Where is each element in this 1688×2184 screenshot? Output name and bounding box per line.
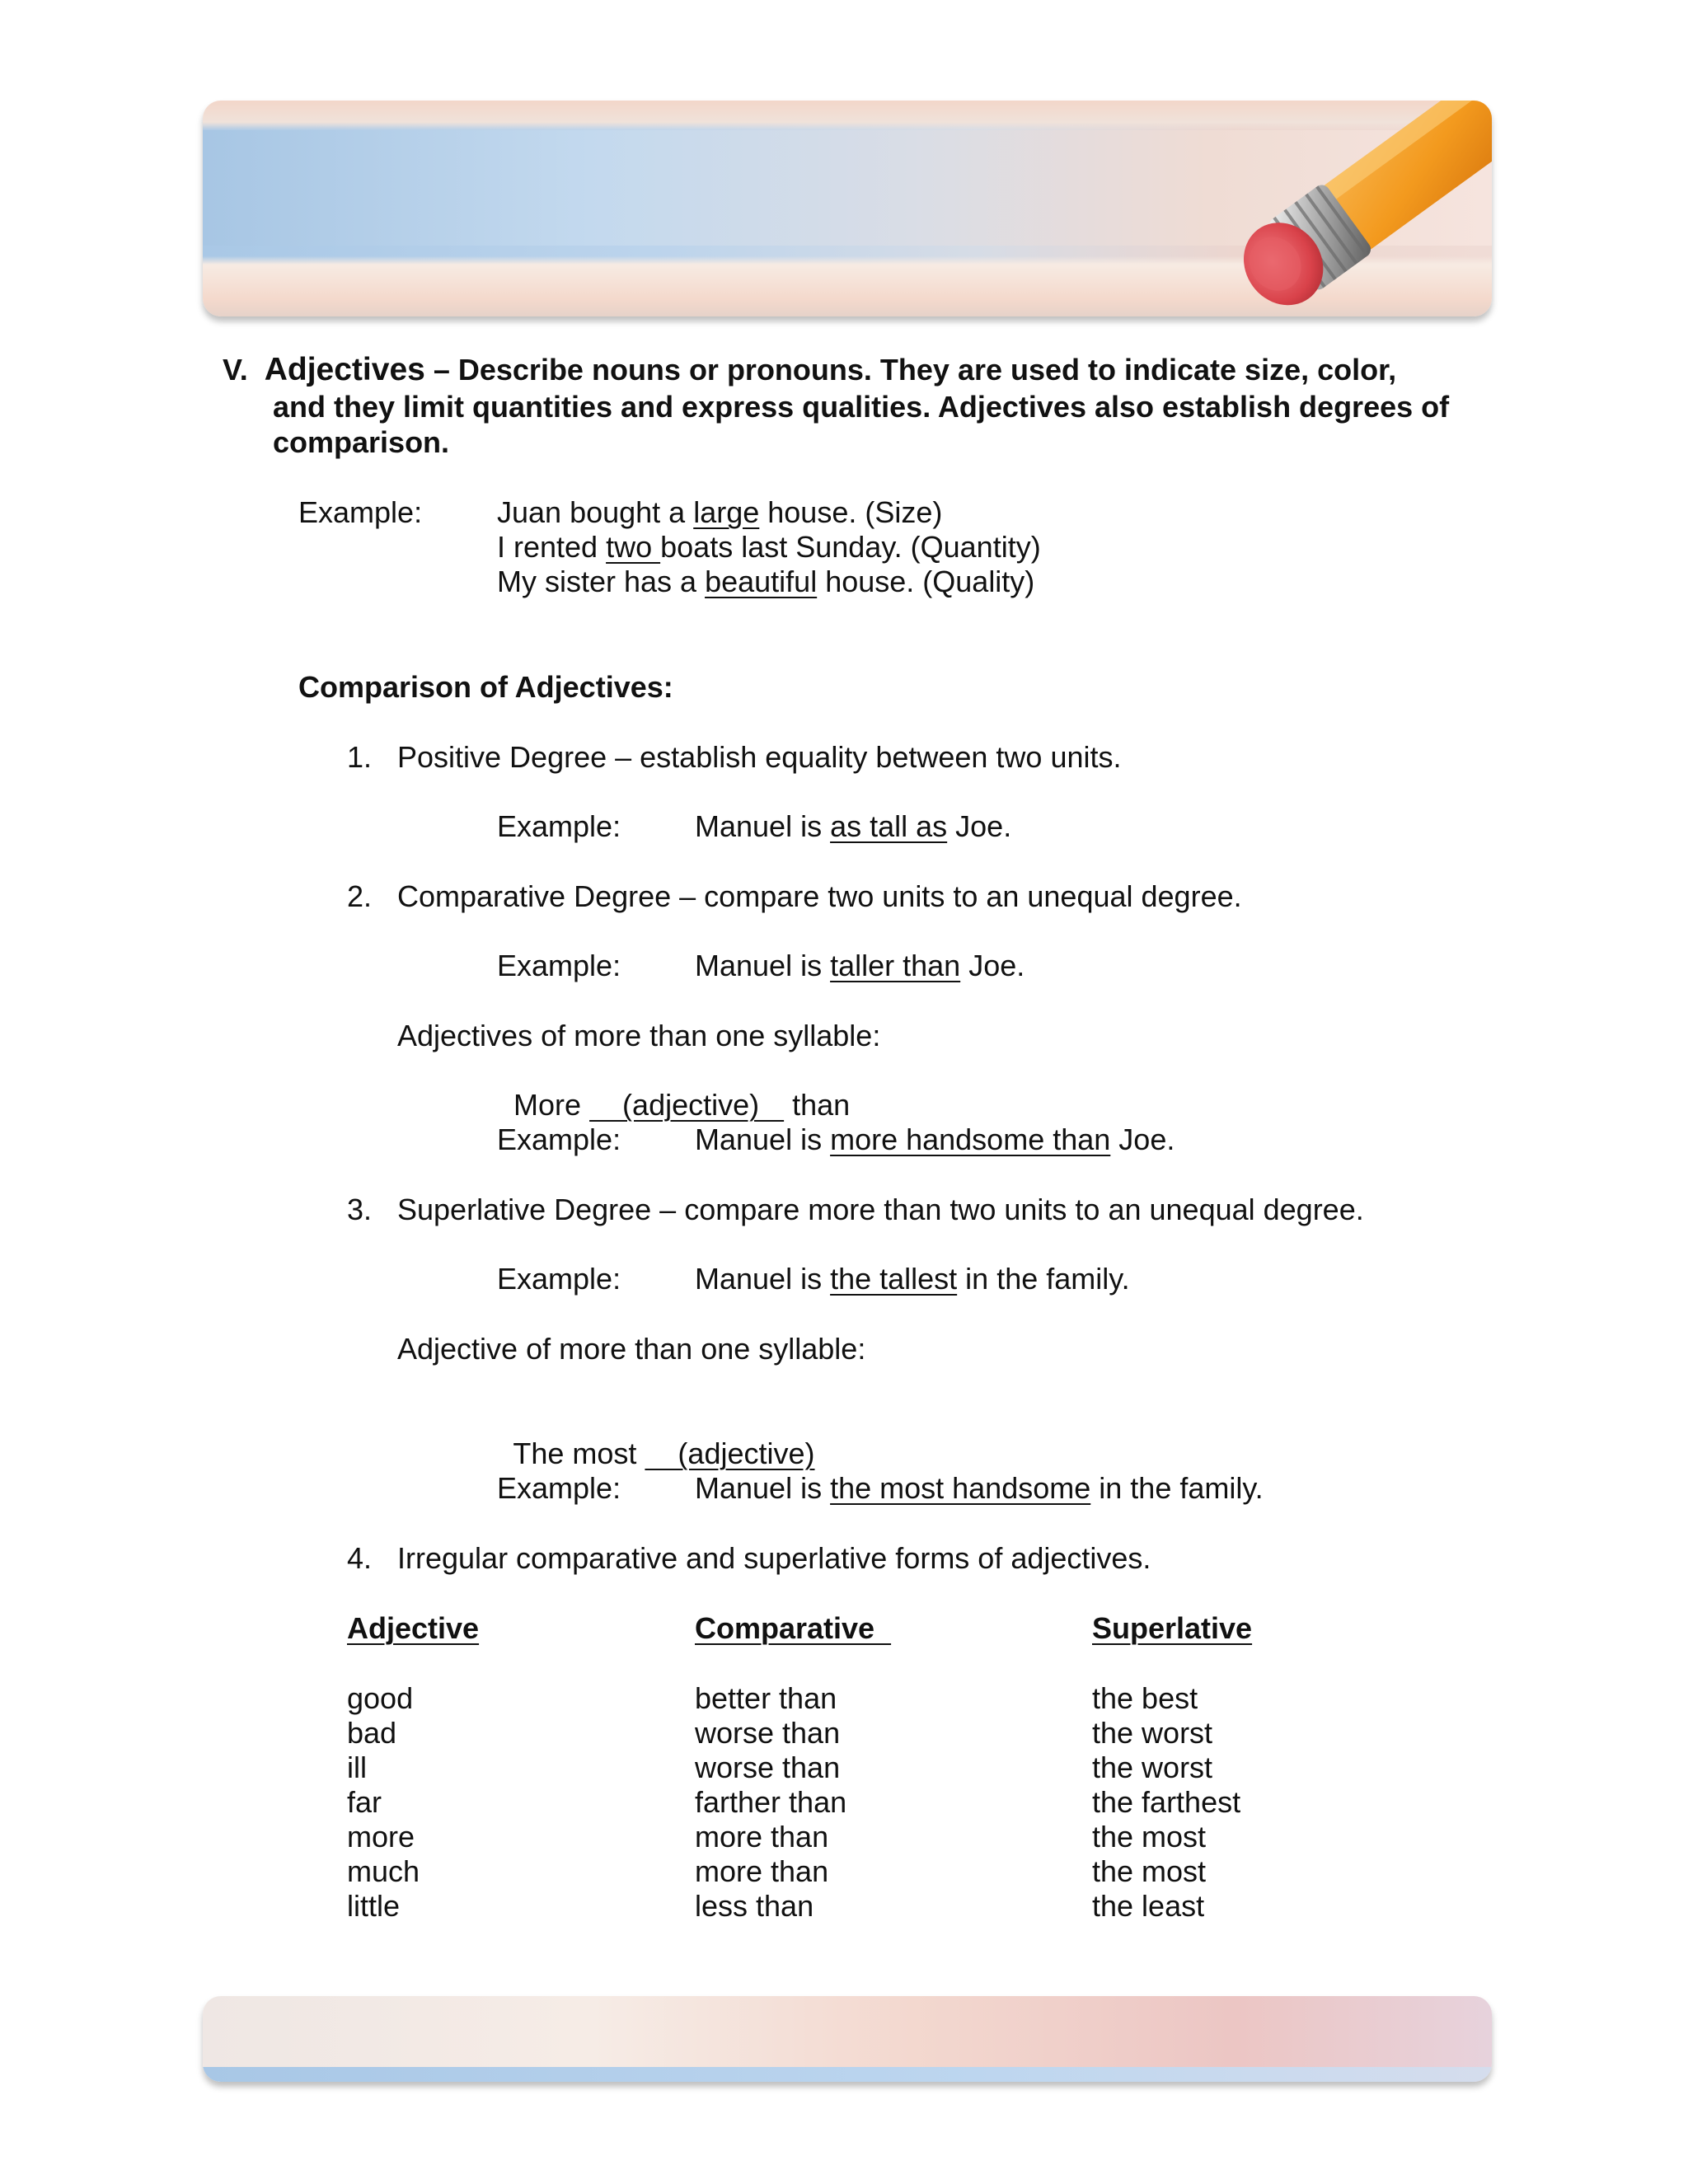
example-sentence: Manuel is more handsome than Joe. bbox=[695, 1122, 1175, 1156]
list-number: 1. bbox=[347, 740, 373, 774]
table-cell: more than bbox=[695, 1820, 829, 1854]
table-column-adjective bbox=[347, 1681, 420, 1924]
section-numeral: V. bbox=[223, 353, 248, 387]
table-header-adjective: Adjective bbox=[347, 1611, 480, 1645]
table-cell: good bbox=[347, 1681, 414, 1715]
example-label: Example: bbox=[298, 495, 423, 529]
adjective-pattern: The most (adjective) bbox=[513, 1436, 815, 1470]
list-item-text: Positive Degree – establish equality between two units. bbox=[397, 740, 1122, 774]
heading-line-1: – Describe nouns or pronouns. They are used to indicate size, color, bbox=[424, 353, 1397, 387]
table-cell: much bbox=[347, 1854, 420, 1888]
table-cell: ill bbox=[347, 1750, 367, 1784]
syllable-note: Adjective of more than one syllable: bbox=[397, 1332, 866, 1366]
example-label: Example: bbox=[497, 1262, 621, 1296]
list-item-text: Comparative Degree – compare two units to an unequal degree. bbox=[397, 879, 1242, 913]
section-title: Adjectives bbox=[264, 352, 425, 387]
list-item-text: Superlative Degree – compare more than two units to an unequal degree. bbox=[397, 1193, 1364, 1226]
banner-stripe bbox=[203, 2067, 1492, 2082]
table-cell: the most bbox=[1092, 1854, 1207, 1888]
table-cell: farther than bbox=[695, 1785, 847, 1819]
table-header-superlative: Superlative bbox=[1092, 1611, 1253, 1645]
footer-banner bbox=[203, 1996, 1492, 2082]
table-cell: the worst bbox=[1092, 1750, 1213, 1784]
list-number: 3. bbox=[347, 1193, 373, 1226]
example-sentence: Juan bought a large house. (Size) bbox=[497, 495, 943, 529]
table-cell: less than bbox=[695, 1889, 814, 1923]
table-cell: the best bbox=[1092, 1681, 1198, 1715]
table-cell: worse than bbox=[695, 1716, 841, 1750]
table-cell: the most bbox=[1092, 1820, 1207, 1854]
table-header-comparative: Comparative bbox=[695, 1611, 892, 1645]
table-cell: the farthest bbox=[1092, 1785, 1241, 1819]
example-label: Example: bbox=[497, 949, 621, 982]
table-cell: the worst bbox=[1092, 1716, 1213, 1750]
list-number: 4. bbox=[347, 1541, 373, 1575]
list-item-text: Irregular comparative and superlative forms of adjectives. bbox=[397, 1541, 1151, 1575]
list-number: 2. bbox=[347, 879, 373, 913]
table-cell: little bbox=[347, 1889, 401, 1923]
example-sentence: Manuel is the tallest in the family. bbox=[695, 1262, 1130, 1296]
heading-line-2: and they limit quantities and express qualities. Adjectives also establish degrees of bbox=[273, 390, 1450, 424]
table-column-comparative bbox=[695, 1681, 846, 1924]
example-sentence: Manuel is the most handsome in the family. bbox=[695, 1471, 1264, 1505]
pencil-icon bbox=[1184, 101, 1492, 316]
table-cell: the least bbox=[1092, 1889, 1205, 1923]
example-sentence: I rented two boats last Sunday. (Quantity) bbox=[497, 530, 1041, 564]
header-banner bbox=[203, 101, 1492, 316]
table-cell: better than bbox=[695, 1681, 837, 1715]
section-heading bbox=[223, 353, 1396, 387]
table-cell: far bbox=[347, 1785, 382, 1819]
table-cell: more than bbox=[695, 1854, 829, 1888]
table-cell: worse than bbox=[695, 1750, 841, 1784]
example-label: Example: bbox=[497, 1122, 621, 1156]
table-column-superlative bbox=[1092, 1681, 1240, 1924]
example-label: Example: bbox=[497, 1471, 621, 1505]
example-sentence: My sister has a beautiful house. (Quality) bbox=[497, 565, 1035, 598]
example-sentence: Manuel is as tall as Joe. bbox=[695, 809, 1012, 843]
table-cell: more bbox=[347, 1820, 415, 1854]
syllable-note: Adjectives of more than one syllable: bbox=[397, 1019, 881, 1052]
heading-line-3: comparison. bbox=[273, 425, 450, 459]
table-cell: bad bbox=[347, 1716, 397, 1750]
adjective-pattern: More (adjective) than bbox=[513, 1088, 851, 1122]
comparison-heading: Comparison of Adjectives: bbox=[298, 670, 673, 704]
example-label: Example: bbox=[497, 809, 621, 843]
example-sentence: Manuel is taller than Joe. bbox=[695, 949, 1025, 982]
